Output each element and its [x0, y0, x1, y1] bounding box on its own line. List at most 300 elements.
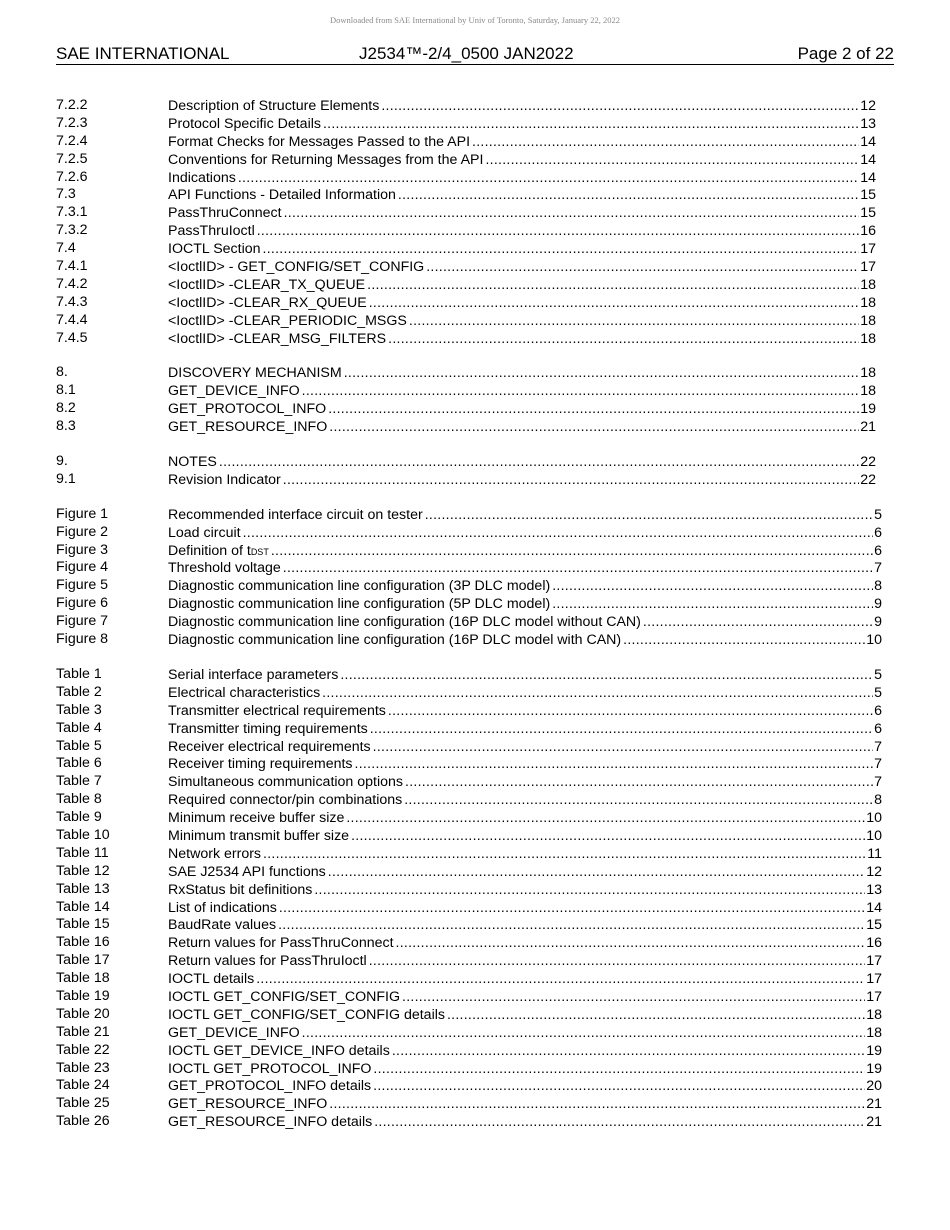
toc-entry-page: 17: [866, 953, 882, 970]
toc-entry-number: 7.4.3: [56, 293, 88, 310]
toc-entry-title-text: Diagnostic communication line configuration (3P DLC model): [168, 578, 551, 595]
dot-leader: [369, 294, 860, 312]
toc-entry-page: 18: [860, 276, 876, 293]
toc-entry-title-text: Conventions for Returning Messages from the API: [168, 151, 484, 168]
header-page-number: Page 2 of 22: [797, 44, 894, 63]
toc-entry-page: 17: [866, 971, 882, 988]
dot-leader: [323, 115, 859, 133]
toc-entry-page: 5: [874, 684, 882, 701]
toc-entry[interactable]: [56, 791, 894, 809]
toc-entry[interactable]: [56, 1024, 894, 1042]
toc-entry-leader: [168, 845, 882, 864]
toc-entry[interactable]: [56, 952, 894, 970]
toc-entry-title: [168, 454, 219, 472]
toc-entry-page: 20: [866, 1078, 882, 1095]
toc-entry-leader: [168, 276, 876, 295]
toc-entry-title-text: Description of Structure Elements: [168, 98, 380, 114]
toc-entry-title-text: NOTES: [168, 454, 217, 471]
toc-entry-number: Figure 8: [56, 631, 109, 648]
toc-entry-leader: [168, 133, 876, 152]
toc-entry-leader: [168, 720, 882, 739]
toc-entry-leader: [168, 312, 876, 331]
toc-entry-title: [168, 313, 409, 331]
toc-entry-number: 7.4.5: [56, 329, 88, 346]
toc-entry-title-text: IOCTL details: [168, 971, 255, 988]
toc-group-tables: [56, 666, 894, 1131]
toc-entry-number: Table 15: [56, 916, 110, 933]
toc-entry-page: 14: [866, 899, 882, 916]
toc-entry-page: 7: [874, 756, 882, 773]
dot-leader: [381, 97, 859, 115]
toc-entry[interactable]: [56, 988, 894, 1006]
toc-entry-leader: [168, 186, 876, 205]
toc-group-figures: [56, 506, 894, 649]
toc-entry[interactable]: [56, 97, 894, 115]
toc-entry[interactable]: [56, 258, 894, 276]
dot-leader: [374, 1113, 865, 1131]
toc-entry-number: Figure 4: [56, 559, 109, 576]
toc-entry-title: [168, 152, 485, 170]
toc-entry-leader: [168, 899, 882, 918]
dot-leader: [402, 988, 865, 1006]
toc-entry-title: [168, 578, 552, 596]
toc-entry[interactable]: [56, 471, 894, 489]
toc-entry[interactable]: [56, 970, 894, 988]
dot-leader: [370, 720, 873, 738]
toc-entry-number: 7.2.6: [56, 168, 88, 185]
toc-entry-leader: [168, 934, 882, 953]
toc-entry-leader: [168, 1006, 882, 1025]
toc-entry-page: 10: [866, 632, 882, 649]
toc-entry-number: Figure 2: [56, 523, 109, 540]
toc-entry-leader: [168, 684, 882, 703]
toc-entry-number: 8.1: [56, 382, 76, 399]
toc-entry-page: 14: [860, 151, 876, 168]
dot-leader: [447, 1006, 865, 1024]
toc-entry-title-text: Return values for PassThruIoctl: [168, 953, 367, 970]
toc-entry-title: [168, 1007, 447, 1025]
toc-entry-title-text: DISCOVERY MECHANISM: [168, 365, 342, 382]
toc-entry-leader: [168, 595, 882, 614]
toc-entry-title: [168, 596, 552, 614]
toc-entry-page: 17: [860, 259, 876, 276]
toc-entry-page: 18: [860, 294, 876, 311]
toc-entry-page: 6: [874, 702, 882, 719]
toc-entry-title-text: BaudRate values: [168, 917, 277, 934]
toc-entry-page: 18: [860, 383, 876, 400]
dot-leader: [404, 791, 873, 809]
toc-entry-title: [168, 810, 346, 828]
toc-entry[interactable]: [56, 899, 894, 917]
toc-entry-title: [168, 419, 329, 437]
toc-entry-number: Table 1: [56, 665, 102, 682]
toc-group-sections-8: [56, 364, 894, 436]
toc-entry-page: 6: [874, 524, 882, 541]
toc-entry-leader: [168, 294, 876, 313]
toc-entry-number: 7.3.2: [56, 222, 88, 239]
header-organization: SAE INTERNATIONAL: [56, 44, 230, 63]
toc-entry-title-text: Diagnostic communication line configuration (5P DLC model): [168, 596, 551, 613]
toc-entry-leader: [168, 881, 882, 900]
toc-entry-number: Figure 6: [56, 595, 109, 612]
dot-leader: [398, 186, 859, 204]
toc-entry-leader: [168, 382, 876, 401]
toc-entry-number: Table 5: [56, 737, 102, 754]
toc-entry-title-text: RxStatus bit definitions: [168, 881, 313, 898]
dot-leader: [388, 330, 859, 348]
toc-entry-number: 7.2.3: [56, 114, 88, 131]
dot-leader: [284, 204, 860, 222]
toc-entry[interactable]: [56, 186, 894, 204]
dot-leader: [426, 258, 859, 276]
toc-entry-page: 18: [860, 365, 876, 382]
dot-leader: [279, 899, 865, 917]
toc-entry-page: 18: [860, 330, 876, 347]
toc-entry-leader: [168, 204, 876, 223]
toc-entry-title: [168, 703, 388, 721]
toc-entry[interactable]: [56, 702, 894, 720]
toc-entry-title-text: Threshold voltage: [168, 560, 281, 577]
toc-entry-title-text: Simultaneous communication options: [168, 774, 404, 791]
toc-entry-page: 19: [860, 401, 876, 418]
toc-entry-title-text: Minimum receive buffer size: [168, 810, 345, 827]
toc-entry-number: Figure 5: [56, 577, 109, 594]
toc-entry[interactable]: [56, 542, 894, 560]
toc-entry-number: 7.2.5: [56, 150, 88, 167]
toc-entry-page: 19: [866, 1042, 882, 1059]
toc-entry-title-text: <IoctlID> -CLEAR_TX_QUEUE: [168, 276, 366, 293]
toc-entry-page: 21: [860, 419, 876, 436]
toc-entry-title: [168, 1078, 373, 1096]
toc-entry-leader: [168, 222, 876, 241]
toc-entry[interactable]: [56, 666, 894, 684]
toc-entry-leader: [168, 1077, 882, 1096]
toc-entry-title-text: GET_RESOURCE_INFO: [168, 419, 328, 436]
toc-entry[interactable]: [56, 934, 894, 952]
toc-entry[interactable]: [56, 400, 894, 418]
toc-entry-number: Figure 3: [56, 541, 109, 558]
toc-entry-leader: [168, 613, 882, 632]
toc-entry-number: Table 10: [56, 826, 110, 843]
toc-entry-title-text: PassThruIoctl: [168, 223, 255, 240]
toc-entry-title-text: GET_RESOURCE_INFO: [168, 1096, 328, 1113]
toc-entry-page: 18: [860, 312, 876, 329]
toc-entry[interactable]: [56, 1060, 894, 1078]
toc-entry-number: Table 25: [56, 1095, 110, 1112]
toc-entry-title: [168, 401, 328, 419]
toc-entry-page: 10: [866, 810, 882, 827]
toc-entry-number: Table 4: [56, 719, 102, 736]
toc-entry[interactable]: [56, 382, 894, 400]
toc-entry-number: 7.4.1: [56, 258, 88, 275]
toc-entry[interactable]: [56, 222, 894, 240]
toc-entry[interactable]: [56, 524, 894, 542]
toc-entry[interactable]: [56, 169, 894, 187]
dot-leader: [643, 613, 873, 631]
dot-leader: [425, 506, 873, 524]
toc-entry[interactable]: [56, 276, 894, 294]
toc-entry-number: Table 20: [56, 1005, 110, 1022]
toc-entry[interactable]: [56, 720, 894, 738]
toc-entry-page: 11: [867, 845, 882, 862]
toc-entry[interactable]: [56, 684, 894, 702]
toc-entry-leader: [168, 863, 882, 882]
toc-entry-number: 9.1: [56, 470, 76, 487]
toc-entry-leader: [168, 970, 882, 989]
dot-leader: [256, 970, 865, 988]
toc-entry-number: Table 9: [56, 809, 102, 826]
toc-entry-number: Table 14: [56, 898, 110, 915]
toc-entry-page: 17: [866, 988, 882, 1005]
toc-entry-title: [168, 295, 369, 313]
toc-entry[interactable]: [56, 738, 894, 756]
toc-entry-title: [168, 792, 404, 810]
toc-entry-title: [168, 525, 243, 543]
toc-entry-leader: [168, 418, 876, 437]
toc-entry-title: [168, 241, 263, 259]
toc-entry[interactable]: [56, 827, 894, 845]
dot-leader: [355, 755, 874, 773]
toc-entry-leader: [168, 151, 876, 170]
toc-entry-title: [168, 989, 402, 1007]
toc-entry-title: [168, 134, 472, 152]
toc-entry-title: [168, 1114, 374, 1132]
toc-entry[interactable]: [56, 577, 894, 595]
toc-entry-page: 16: [866, 935, 882, 952]
toc-entry-leader: [168, 559, 882, 578]
toc-entry-title-text: GET_PROTOCOL_INFO details: [168, 1078, 372, 1095]
toc-entry-leader: [168, 702, 882, 721]
toc-entry-number: Table 17: [56, 952, 110, 969]
toc-entry-number: Table 22: [56, 1041, 110, 1058]
toc-entry-leader: [168, 809, 882, 828]
toc-entry-title: [168, 774, 405, 792]
toc-entry-number: Table 19: [56, 987, 110, 1004]
dot-leader: [257, 222, 859, 240]
toc-entry-title: [168, 116, 323, 134]
toc-entry-title-text: Diagnostic communication line configuration (16P DLC model with CAN): [168, 632, 622, 649]
toc-entry[interactable]: [56, 364, 894, 382]
toc-entry-page: 15: [860, 205, 876, 222]
toc-entry-page: 16: [860, 223, 876, 240]
toc-entry-number: Table 16: [56, 934, 110, 951]
toc-entry-title-text: GET_DEVICE_INFO: [168, 1024, 300, 1041]
toc-entry-title-text: Load circuit: [168, 524, 241, 541]
toc-entry-title-text: Indications: [168, 169, 236, 186]
toc-entry[interactable]: [56, 1095, 894, 1113]
toc-entry[interactable]: [56, 204, 894, 222]
dot-leader: [552, 595, 873, 613]
dot-leader: [373, 1060, 865, 1078]
toc-entry-number: Table 21: [56, 1023, 110, 1040]
toc-entry[interactable]: [56, 595, 894, 613]
toc-entry-title: [168, 953, 369, 971]
toc-entry-leader: [168, 755, 882, 774]
toc-entry-title-text: PassThruConnect: [168, 205, 282, 222]
dot-leader: [328, 400, 859, 418]
toc-entry-title: [168, 223, 257, 241]
toc-entry[interactable]: [56, 881, 894, 899]
toc-entry-title-text: Return values for PassThruConnect: [168, 935, 394, 952]
toc-entry-leader: [168, 169, 876, 188]
toc-entry-page: 8: [874, 578, 882, 595]
dot-leader: [392, 1042, 865, 1060]
toc-entry-page: 14: [860, 169, 876, 186]
toc-entry[interactable]: [56, 330, 894, 348]
toc-entry[interactable]: [56, 312, 894, 330]
toc-entry[interactable]: [56, 809, 894, 827]
toc-entry[interactable]: [56, 631, 894, 649]
toc-entry-number: 9.: [56, 453, 68, 470]
toc-entry-page: 5: [874, 506, 882, 523]
dot-leader: [314, 881, 865, 899]
toc-entry-title-text: Minimum transmit buffer size: [168, 827, 350, 844]
header-document-id: J2534™-2/4_0500 JAN2022: [359, 44, 574, 63]
toc-entry-leader: [168, 916, 882, 935]
toc-entry[interactable]: [56, 1006, 894, 1024]
toc-entry-leader: [168, 1024, 882, 1043]
toc-entry[interactable]: [56, 133, 894, 151]
toc-entry-number: Figure 1: [56, 505, 109, 522]
toc-entry-number: 7.4: [56, 240, 76, 257]
toc-entry[interactable]: [56, 453, 894, 471]
toc-entry-title: [168, 383, 302, 401]
toc-entry[interactable]: [56, 863, 894, 881]
toc-entry-number: 7.2.2: [56, 97, 88, 113]
toc-entry-title-text: GET_DEVICE_INFO: [168, 383, 300, 400]
toc-entry-title: [168, 900, 279, 918]
toc-entry-number: Table 12: [56, 862, 110, 879]
toc-entry-title: [168, 864, 328, 882]
toc-entry-page: 21: [866, 1114, 882, 1131]
page-header: [56, 44, 894, 65]
toc-entry-page: 7: [874, 774, 882, 791]
dot-leader: [373, 738, 873, 756]
toc-entry-title: [168, 667, 340, 685]
toc-entry-leader: [168, 738, 882, 757]
toc-entry-title-text: <IoctlID> -CLEAR_PERIODIC_MSGS: [168, 312, 407, 329]
dot-leader: [351, 827, 865, 845]
dot-leader: [328, 863, 865, 881]
toc-entry-title-text: <IoctlID> - GET_CONFIG/SET_CONFIG: [168, 259, 425, 276]
dot-leader: [329, 418, 859, 436]
toc-entry-page: 18: [866, 1006, 882, 1023]
toc-entry-title: [168, 917, 278, 935]
toc-entry[interactable]: [56, 773, 894, 791]
toc-entry[interactable]: [56, 240, 894, 258]
toc-entry-page: 6: [874, 720, 882, 737]
toc-entry-leader: [168, 400, 876, 419]
toc-entry-title: [168, 1025, 302, 1043]
toc-entry-leader: [168, 988, 882, 1007]
toc-entry[interactable]: [56, 1042, 894, 1060]
toc-group-sections-9: [56, 453, 894, 489]
toc-entry-title-text: Network errors: [168, 845, 262, 862]
toc-entry-title: [168, 882, 314, 900]
toc-entry-number: 8.2: [56, 400, 76, 417]
toc-entry-leader: [168, 791, 882, 810]
dot-leader: [302, 1024, 866, 1042]
toc-entry-page: 13: [860, 115, 876, 132]
dot-leader: [388, 702, 873, 720]
toc-entry-leader: [168, 97, 876, 116]
toc-entry-title: [168, 170, 238, 188]
toc-entry-page: 7: [874, 738, 882, 755]
toc-entry-leader: [168, 240, 876, 259]
toc-entry-title: [168, 331, 388, 349]
toc-entry-page: 18: [866, 1024, 882, 1041]
toc-entry-title: [168, 721, 370, 739]
toc-entry[interactable]: [56, 845, 894, 863]
toc-entry-page: 15: [860, 187, 876, 204]
toc-entry-title-text: IOCTL GET_PROTOCOL_INFO: [168, 1060, 372, 1077]
toc-entry[interactable]: [56, 506, 894, 524]
toc-entry[interactable]: [56, 916, 894, 934]
toc-entry-page: 7: [874, 560, 882, 577]
toc-entry[interactable]: [56, 151, 894, 169]
toc-entry[interactable]: [56, 1077, 894, 1095]
dot-leader: [329, 1095, 865, 1113]
toc-entry-page: 15: [866, 917, 882, 934]
toc-entry-page: 9: [874, 614, 882, 631]
toc-entry-title: [168, 1096, 329, 1114]
toc-entry-number: 7.4.2: [56, 275, 88, 292]
toc-entry-leader: [168, 666, 882, 685]
toc-entry-number: Table 6: [56, 755, 102, 772]
toc-entry-title-text: Recommended interface circuit on tester: [168, 506, 423, 523]
toc-entry-title-text: GET_RESOURCE_INFO details: [168, 1114, 373, 1131]
toc-entry-number: 7.4.4: [56, 311, 88, 328]
toc-entry-title: [168, 685, 322, 703]
toc-entry-title-text: GET_PROTOCOL_INFO: [168, 401, 327, 418]
dot-leader: [263, 240, 860, 258]
toc-entry[interactable]: [56, 755, 894, 773]
toc-entry-title: [168, 1043, 392, 1061]
toc-group-sections-7: [56, 97, 894, 347]
toc-entry[interactable]: [56, 1113, 894, 1131]
toc-entry[interactable]: [56, 613, 894, 631]
toc-entry-title: [168, 507, 425, 525]
toc-entry[interactable]: [56, 559, 894, 577]
toc-entry-title: [168, 828, 351, 846]
toc-entry-page: 19: [866, 1060, 882, 1077]
toc-entry-title-text: Required connector/pin combinations: [168, 792, 403, 809]
dot-leader: [283, 559, 873, 577]
toc-entry-title-text: Revision Indicator: [168, 471, 281, 488]
toc-entry[interactable]: [56, 115, 894, 133]
toc-entry-title: [168, 472, 283, 490]
toc-entry-page: 22: [860, 454, 876, 471]
toc-entry-title-text: Transmitter electrical requirements: [168, 702, 386, 719]
toc-entry-page: 8: [874, 792, 882, 809]
toc-entry-title: [168, 277, 367, 295]
toc-entry-title: [168, 205, 284, 223]
dot-leader: [238, 169, 859, 187]
toc-entry-page: 21: [866, 1096, 882, 1113]
toc-entry-title: [168, 1061, 373, 1079]
toc-entry-leader: [168, 115, 876, 134]
toc-entry-title-text: SAE J2534 API functions: [168, 863, 326, 880]
toc-entry-page: 14: [860, 133, 876, 150]
toc-entry-number: 7.3.1: [56, 204, 88, 221]
toc-entry-title-text: IOCTL GET_DEVICE_INFO details: [168, 1042, 390, 1059]
dot-leader: [243, 524, 874, 542]
toc-entry[interactable]: [56, 294, 894, 312]
toc-entry[interactable]: [56, 418, 894, 436]
toc-entry-title: [168, 560, 283, 578]
toc-entry-page: 17: [860, 241, 876, 258]
toc-entry-title: [168, 739, 373, 757]
